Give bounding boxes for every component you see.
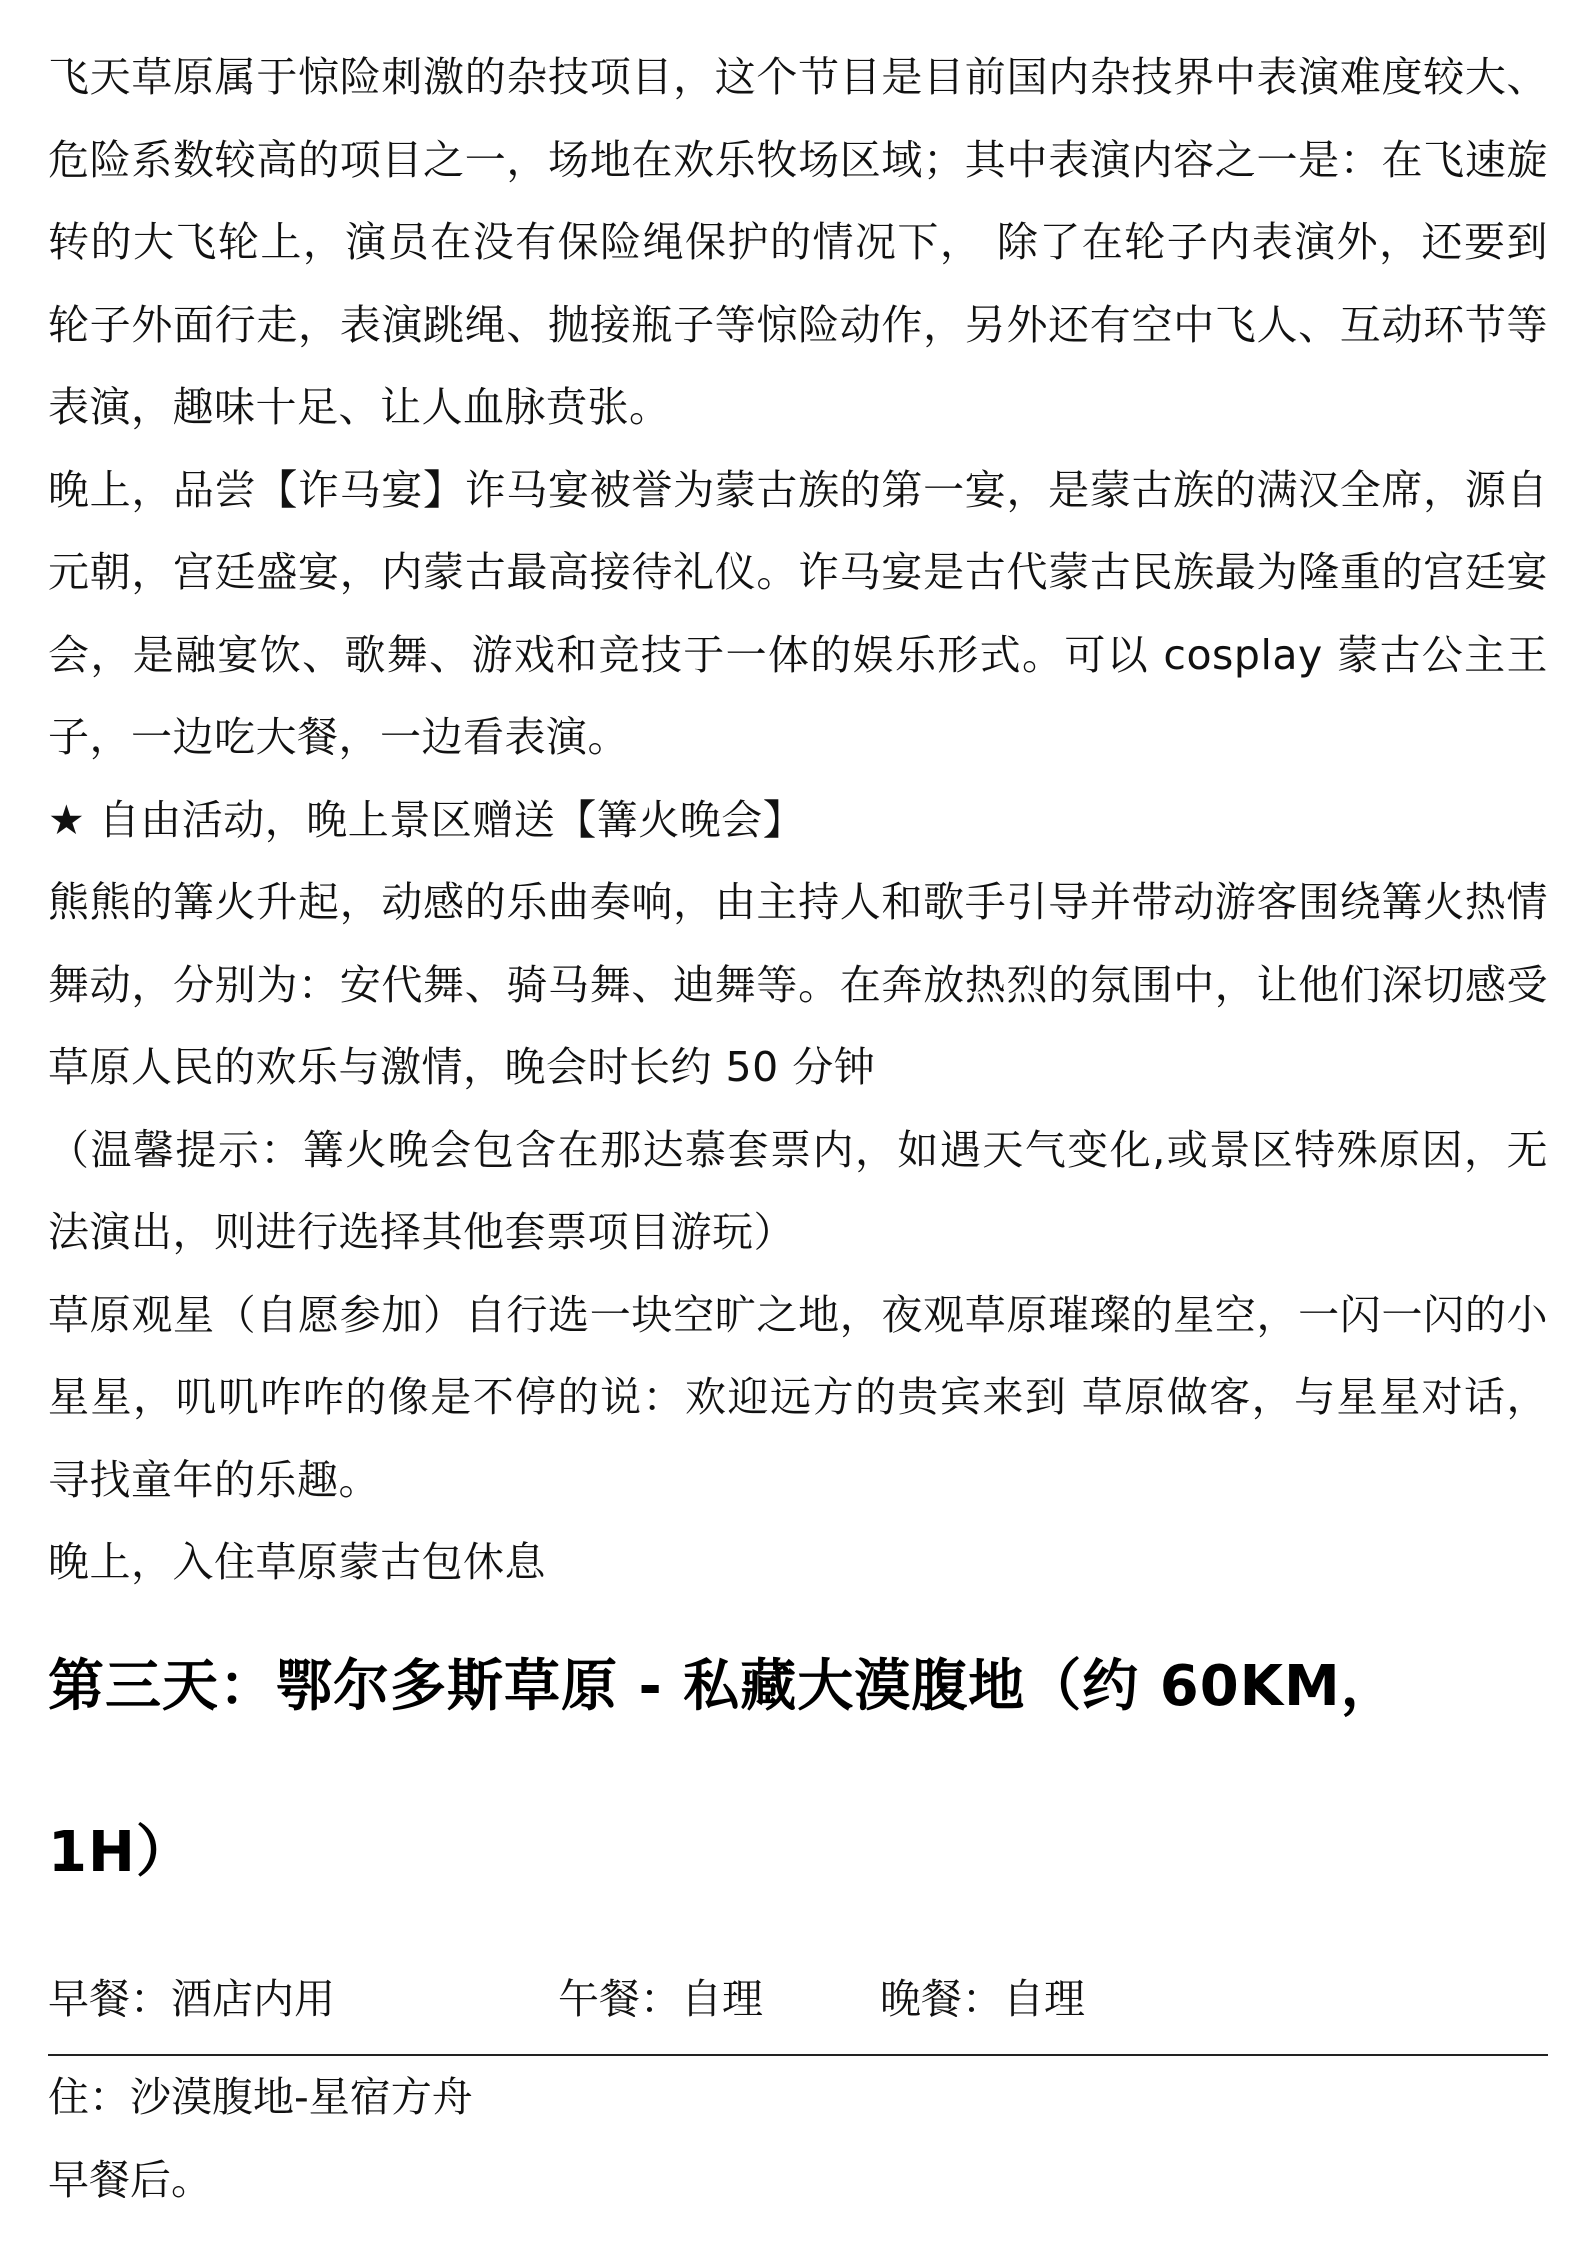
day-three-heading-line2: 1H） <box>48 1819 193 1885</box>
bonfire-tip-paragraph: （温馨提示：篝火晚会包含在那达慕套票内，如遇天气变化,或景区特殊原因，无法演出，则进行选择其他套票项目游玩） <box>48 1125 1548 1256</box>
banquet-paragraph: 晚上，品尝【诈马宴】诈马宴被誉为蒙古族的第一宴，是蒙古族的满汉全席，源自元朝，宫廷盛宴，内蒙古最高接待礼仪。诈马宴是古代蒙古民族最为隆重的宫廷宴会，是融宴饮、歌舞、游戏和竞技于一体的娱乐形式。可以 cosplay 蒙古公主王子，一边吃大餐，一边看表演。 <box>48 465 1548 761</box>
acrobatics-paragraph: 飞天草原属于惊险刺激的杂技项目，这个节目是目前国内杂技界中表演难度较大、危险系数较高的项目之一，场地在欢乐牧场区域；其中表演内容之一是：在飞速旋转的大飞轮上，演员在没有保险绳保护的情况下， 除了在轮子内表演外，还要到轮子外面行走，表演跳绳、抛接瓶子等惊险动作，另外还有空中飞人、互动环节等表演，趣味十足、让人血脉贲张。 <box>48 53 1548 431</box>
after-breakfast-line: 早餐后。 <box>48 2155 212 2204</box>
lodging-line: 住：沙漠腹地-星宿方舟 <box>48 2073 473 2121</box>
meal-dinner: 晚餐：自理 <box>880 1974 1085 2023</box>
evening-lodging-paragraph: 晚上，入住草原蒙古包休息 <box>48 1538 546 1586</box>
itinerary-page <box>48 0 1548 2221</box>
bonfire-paragraph: 熊熊的篝火升起，动感的乐曲奏响，由主持人和歌手引导并带动游客围绕篝火热情舞动，分别为：安代舞、骑马舞、迪舞等。在奔放热烈的氛围中，让他们深切感受草原人民的欢乐与激情，晚会时长约 50 分钟 <box>48 878 1548 1091</box>
day-three-heading-line1: 第三天：鄂尔多斯草原 - 私藏大漠腹地（约 60KM， <box>48 1653 1398 1719</box>
meal-breakfast: 早餐：酒店内用 <box>48 1974 335 2023</box>
day-three-heading <box>48 1604 1548 1936</box>
stargazing-paragraph: 草原观星（自愿参加）自行选一块空旷之地，夜观草原璀璨的星空，一闪一闪的小星星，叽叽咋咋的像是不停的说：欢迎远方的贵宾来到 草原做客，与星星对话，寻找童年的乐趣。 <box>48 1290 1548 1504</box>
meal-lunch: 午餐：自理 <box>558 1974 763 2023</box>
bonfire-title: ★ 自由活动，晚上景区赠送【篝火晚会】 <box>48 795 805 844</box>
meals-row <box>48 1958 1548 2057</box>
